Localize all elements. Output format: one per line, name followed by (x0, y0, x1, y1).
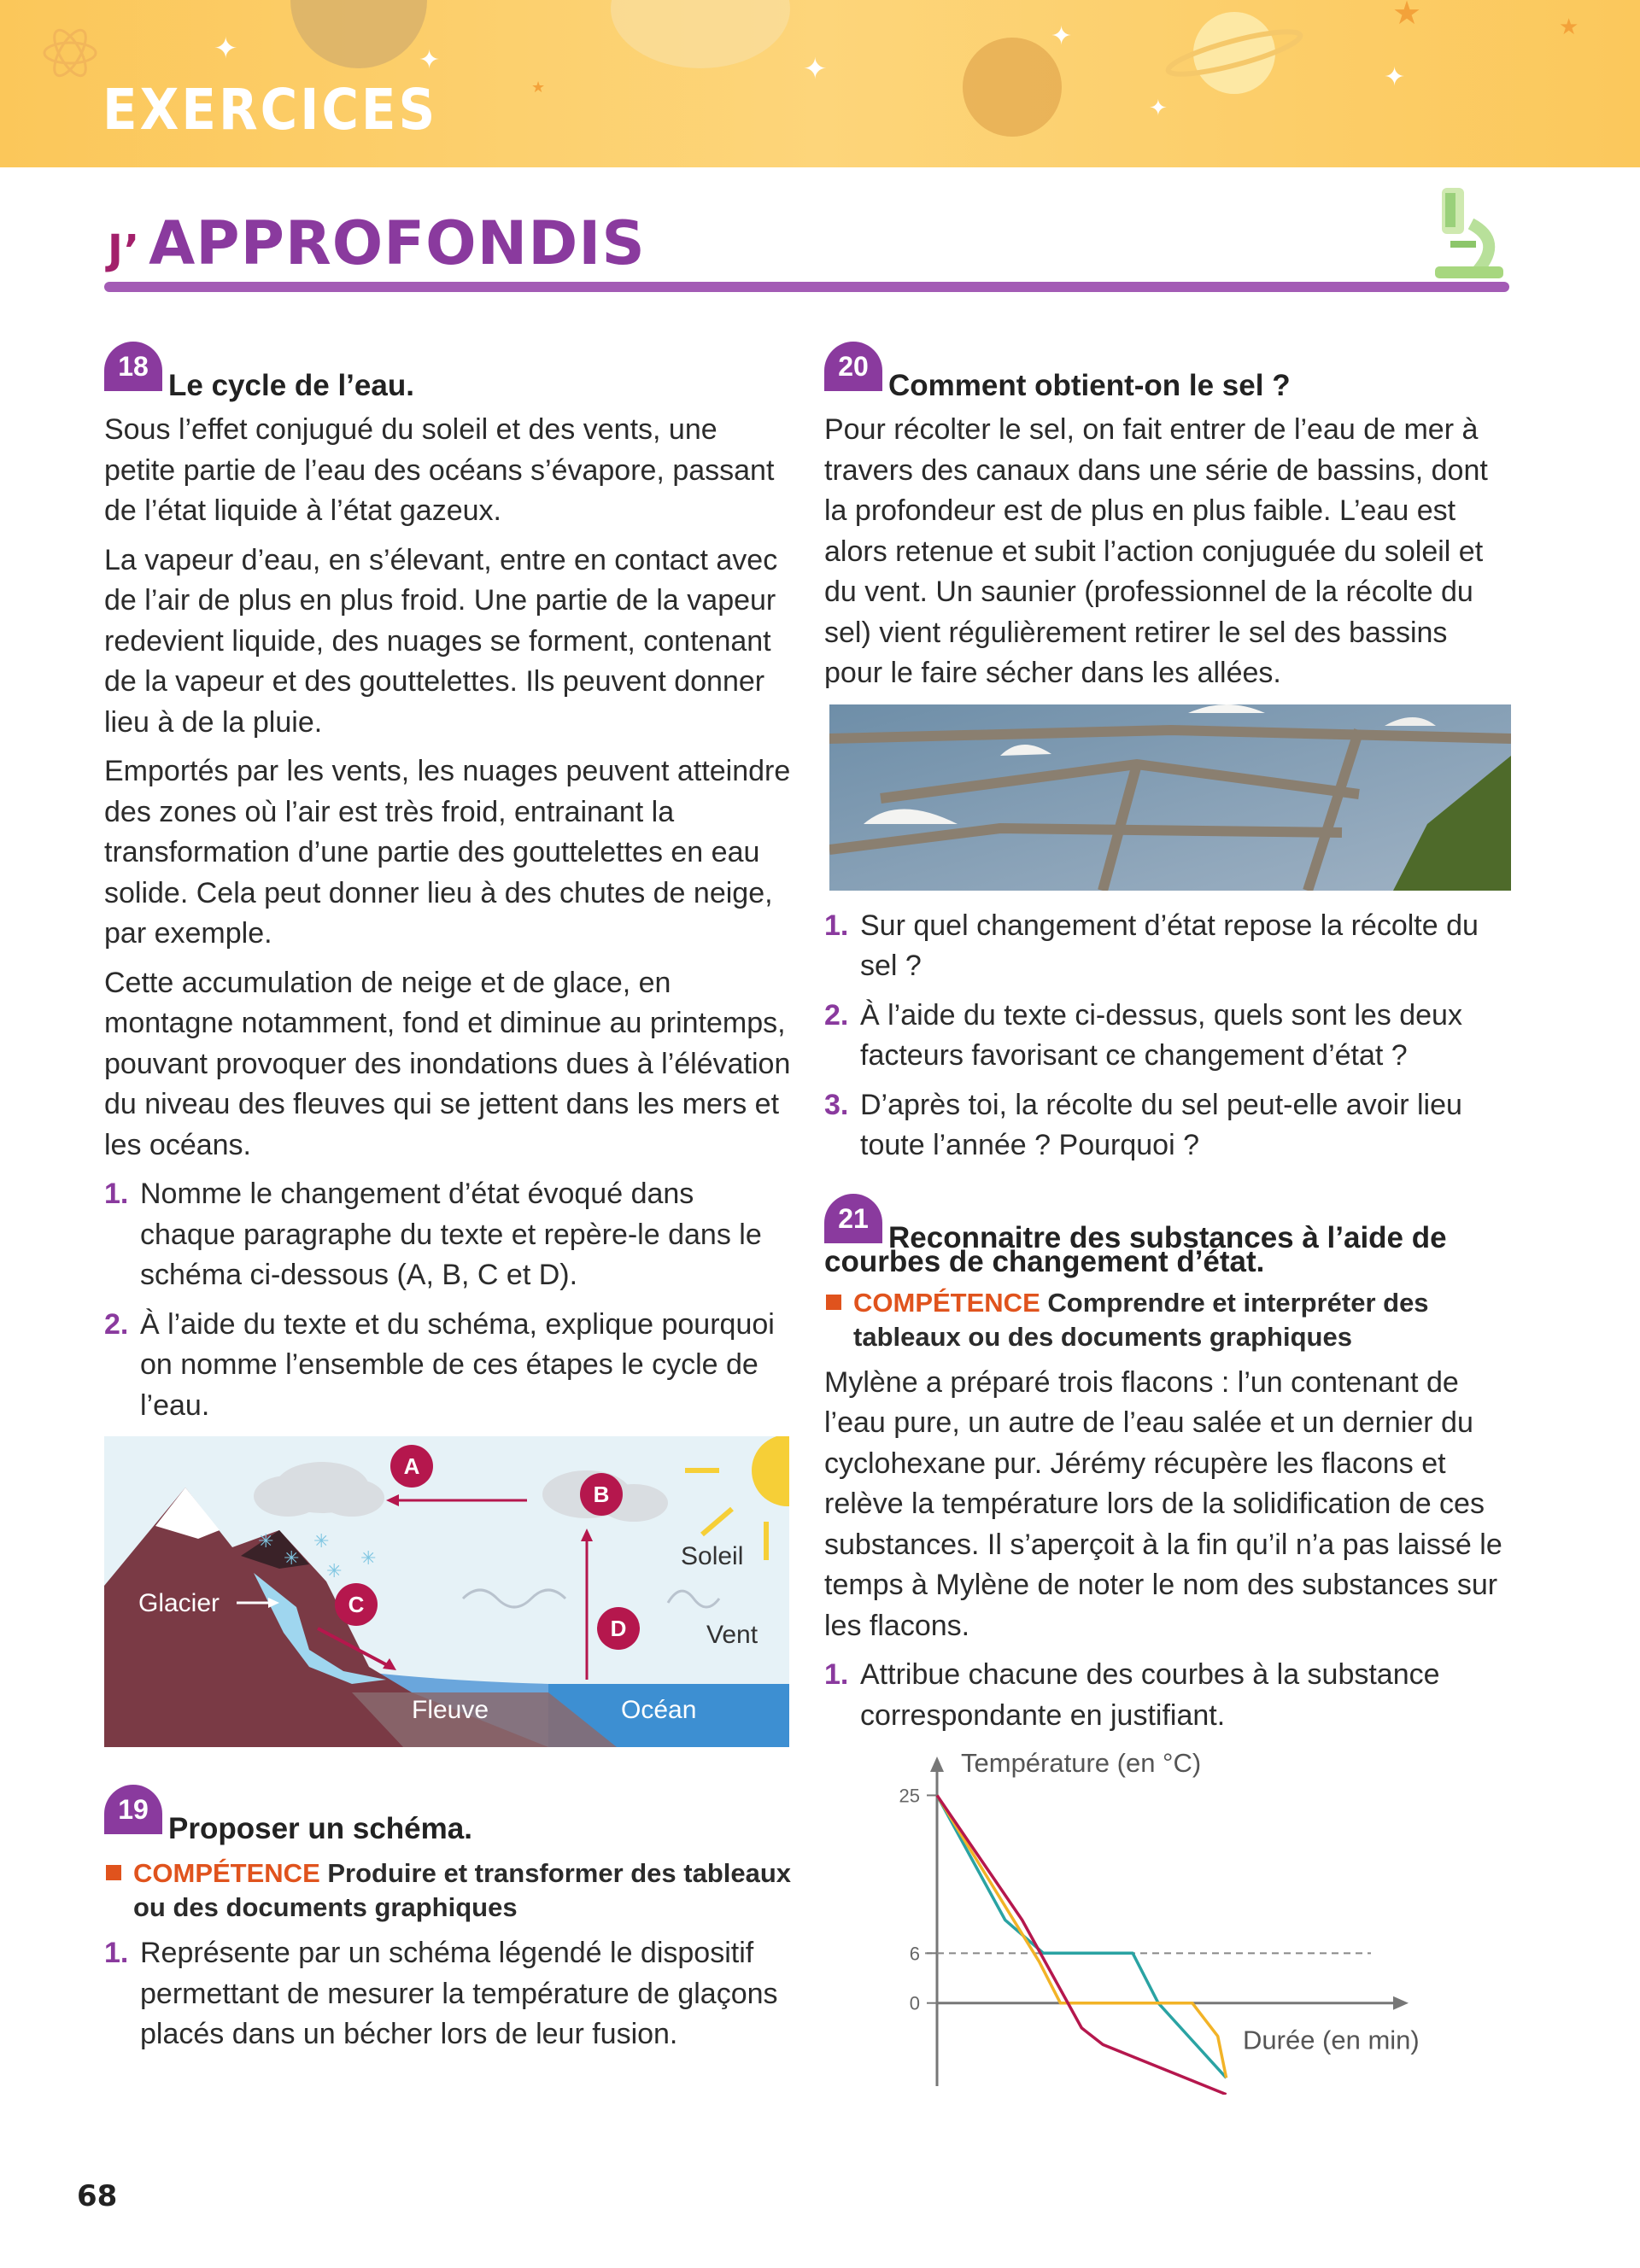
svg-text:✦: ✦ (419, 45, 441, 75)
label-glacier: Glacier (138, 1589, 220, 1617)
paragraph: Mylène a préparé trois flacons : l’un contenant de l’eau pure, un autre de l’eau salée et un dernier du cyclohexane pur. Jérémy récupère les flacons et relève la température lors de la solidification de ces substances. Il s’aperçoit à la fin qu’il n’a pas laissé le temps à Mylène de noter le nom des substances sur les flacons. (824, 1365, 1502, 1642)
cooling-curves-chart (884, 1745, 1482, 2095)
label-ocean: Océan (621, 1696, 697, 1724)
question-list (824, 906, 1512, 1166)
marker-a: A (403, 1453, 420, 1479)
salt-marsh-photo (829, 704, 1511, 891)
y-axis-label: Température (en °C) (961, 1748, 1202, 1778)
competence-line: COMPÉTENCE Comprendre et interpréter des tableaux ou des documents graphiques (824, 1286, 1512, 1354)
section-divider (104, 282, 1509, 292)
svg-text:✦: ✦ (803, 52, 828, 86)
banner-title: EXERCICES (102, 77, 438, 143)
svg-text:✳: ✳ (326, 1560, 343, 1581)
water-cycle-diagram (104, 1436, 789, 1747)
exercise-21-header (824, 1194, 1512, 1254)
section-title-prefix: J’ (108, 226, 141, 274)
section-title (108, 208, 646, 278)
question-item: 2. À l’aide du texte et du schéma, explique pourquoi on nomme l’ensemble de ces étapes le cycle de l’eau. (104, 1307, 775, 1422)
exercise-title: Reconnaitre des substances à l’aide de (888, 1220, 1447, 1254)
curve-2 (937, 1796, 1227, 2078)
y-tick-label: 0 (909, 1992, 920, 2014)
svg-text:✳: ✳ (313, 1530, 330, 1552)
question-item: 1. Représente par un schéma légendé le dispositif permettant de mesurer la température de glaçons placés dans un bécher lors de leur fusion. (104, 1937, 778, 2050)
paragraph: Pour récolter le sel, on fait entrer de l’eau de mer à travers des canaux dans une série de bassins, dont la profondeur est de plus en plus faible. L’eau est alors retenue et subit l’action conjuguée du soleil et du vent. Un saunier (professionnel de la récolte du sel) vient régulièrement retirer le sel des bassins pour le faire sécher dans les allées. (824, 413, 1488, 689)
question-item: 1. Nomme le changement d’état évoqué dans chaque paragraphe du texte et repère-le dans le schéma ci-dessous (A, B, C et D). (104, 1178, 762, 1291)
exercise-number-badge: 19 (104, 1785, 162, 1834)
paragraph: Emportés par les vents, les nuages peuvent atteindre des zones où l’air est très froid, entrainant la transformation d’une partie des gouttelettes en eau solide. Cela peut donner lieu à des chutes de neige, par exemple. (104, 755, 791, 950)
marker-d: D (610, 1616, 627, 1641)
exercise-20-header (824, 342, 1512, 410)
label-vent: Vent (706, 1621, 758, 1649)
svg-text:✦: ✦ (1051, 21, 1073, 51)
curve-3 (937, 1796, 1227, 2095)
section-title-text: APPROFONDIS (149, 208, 646, 278)
question-item: 2. À l’aide du texte ci-dessus, quels sont les deux facteurs favorisant ce changement d’état ? (824, 998, 1462, 1072)
question-item: 3. D’après toi, la récolte du sel peut-elle avoir lieu toute l’année ? Pourquoi ? (824, 1088, 1462, 1161)
svg-text:★: ★ (531, 79, 546, 96)
svg-text:★: ★ (1559, 15, 1579, 40)
marker-b: B (593, 1482, 610, 1507)
svg-text:✳: ✳ (258, 1530, 274, 1552)
svg-text:✳: ✳ (284, 1547, 300, 1569)
exercise-title: Comment obtient-on le sel ? (888, 369, 1291, 402)
exercise-title: Proposer un schéma. (168, 1812, 472, 1845)
paragraph: Sous l’effet conjugué du soleil et des vents, une petite partie de l’eau des océans s’évapore, passant de l’état liquide à l’état gazeux. (104, 413, 775, 527)
curve-1 (937, 1796, 1227, 2078)
label-soleil: Soleil (681, 1542, 744, 1570)
question-list (824, 1655, 1512, 1736)
svg-text:★: ★ (1392, 0, 1422, 32)
right-column (824, 342, 1512, 2095)
exercise-title-continued: courbes de changement d’état. (824, 1244, 1265, 1278)
exercise-18-header (104, 342, 796, 410)
svg-text:✦: ✦ (1149, 96, 1168, 121)
x-axis-arrow (1393, 1996, 1409, 2010)
x-axis-label: Durée (en min) (1243, 2025, 1420, 2055)
y-tick-label: 6 (909, 1943, 920, 1965)
paragraph: Cette accumulation de neige et de glace, en montagne notamment, fond et diminue au printemps, pouvant provoquer des inondations dues à l’élévation du niveau des fleuves qui se jettent dans les mers et les océans. (104, 966, 791, 1161)
exercise-number-badge: 18 (104, 342, 162, 391)
exercise-title: Le cycle de l’eau. (168, 369, 414, 402)
question-list (104, 1933, 796, 2055)
y-axis-arrow (930, 1757, 944, 1772)
question-list (104, 1174, 796, 1426)
y-tick-label: 25 (899, 1785, 920, 1807)
exercise-number-badge: 21 (824, 1194, 882, 1243)
microscope-icon (1426, 181, 1512, 292)
header-banner (0, 0, 1640, 167)
exercise-number-badge: 20 (824, 342, 882, 391)
marker-c: C (348, 1592, 365, 1617)
paragraph: La vapeur d’eau, en s’élevant, entre en contact avec de l’air de plus en plus froid. Une partie de la vapeur redevient liquide, des nuages se forment, contenant de la vapeur et des gouttelettes. Ils peuvent donner lieu à de la pluie. (104, 543, 778, 739)
competence-line: COMPÉTENCE Produire et transformer des tableaux ou des documents graphiques (104, 1856, 796, 1925)
svg-text:✳: ✳ (360, 1547, 377, 1569)
exercise-19-header (104, 1785, 796, 1853)
question-item: 1. Attribue chacune des courbes à la substance correspondante en justifiant. (824, 1658, 1440, 1732)
label-fleuve: Fleuve (412, 1696, 489, 1724)
svg-text:✦: ✦ (1384, 62, 1406, 92)
question-item: 1. Sur quel changement d’état repose la récolte du sel ? (824, 909, 1479, 982)
page-number: 68 (77, 2179, 118, 2213)
svg-text:✦: ✦ (214, 32, 238, 66)
left-column (104, 342, 796, 2064)
